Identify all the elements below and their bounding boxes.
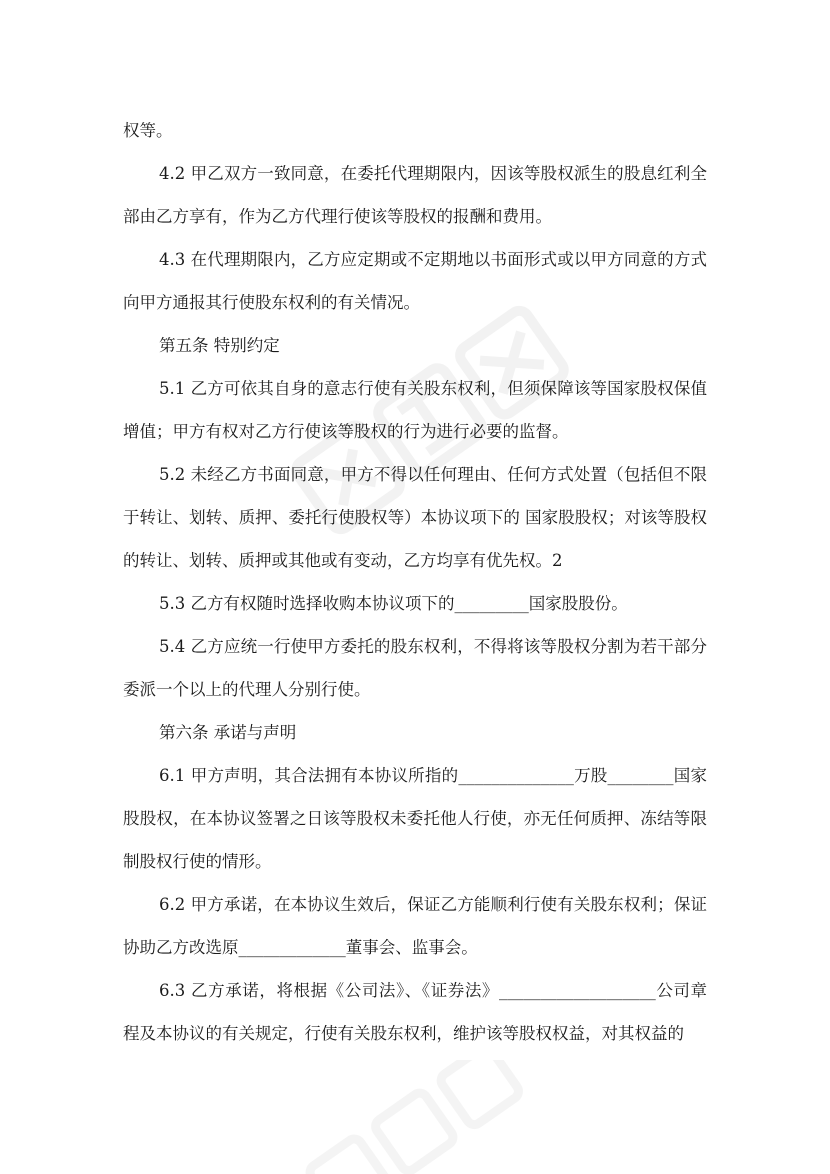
watermark-logo-bottom-icon	[300, 1060, 540, 1174]
clause-6-2: 6.2 甲方承诺，在本协议生效后，保证乙方能顺利行使有关股东权利；保证协助乙方改选原_____________董事会、监事会。	[123, 895, 707, 957]
clause-5-4: 5.4 乙方应统一行使甲方委托的股东权利，不得将该等股权分割为若干部分委派一个以上的代理人分别行使。	[123, 637, 707, 699]
clause-4-3: 4.3 在代理期限内，乙方应定期或不定期地以书面形式或以甲方同意的方式向甲方通报其行使股东权利的有关情况。	[123, 250, 707, 312]
clause-6-3: 6.3 乙方承诺，将根据《公司法》、《证券法》___________________公司章程及本协议的有关规定，行使有关股东权利，维护该等股权权益，对其权益的	[123, 981, 707, 1043]
clause-4-2: 4.2 甲乙双方一致同意，在委托代理期限内，因该等股权派生的股息红利全部由乙方享有，作为乙方代理行使该等股权的报酬和费用。	[123, 164, 707, 226]
clause-5-2: 5.2 未经乙方书面同意，甲方不得以任何理由、任何方式处置（包括但不限于转让、划转、质押、委托行使股权等）本协议项下的 国家股股权；对该等股权的转让、划转、质押或其他或有变动，乙方均享有优先权。2	[123, 465, 707, 570]
document-body	[123, 109, 707, 1055]
clause-6-1: 6.1 甲方声明，其合法拥有本协议所指的______________万股________国家股股权，在本协议签署之日该等股权未委托他人行使，亦无任何质押、冻结等限制股权行使的情形。	[123, 766, 707, 871]
paragraph-continuation: 权等。	[123, 121, 173, 140]
clause-5-3: 5.3 乙方有权随时选择收购本协议项下的_________国家股股份。	[159, 594, 628, 613]
article-6-heading: 第六条 承诺与声明	[159, 723, 297, 742]
article-5-heading: 第五条 特别约定	[159, 336, 280, 355]
clause-5-1: 5.1 乙方可依其自身的意志行使有关股东权利，但须保障该等国家股权保值增值；甲方有权对乙方行使该等股权的行为进行必要的监督。	[123, 379, 707, 441]
